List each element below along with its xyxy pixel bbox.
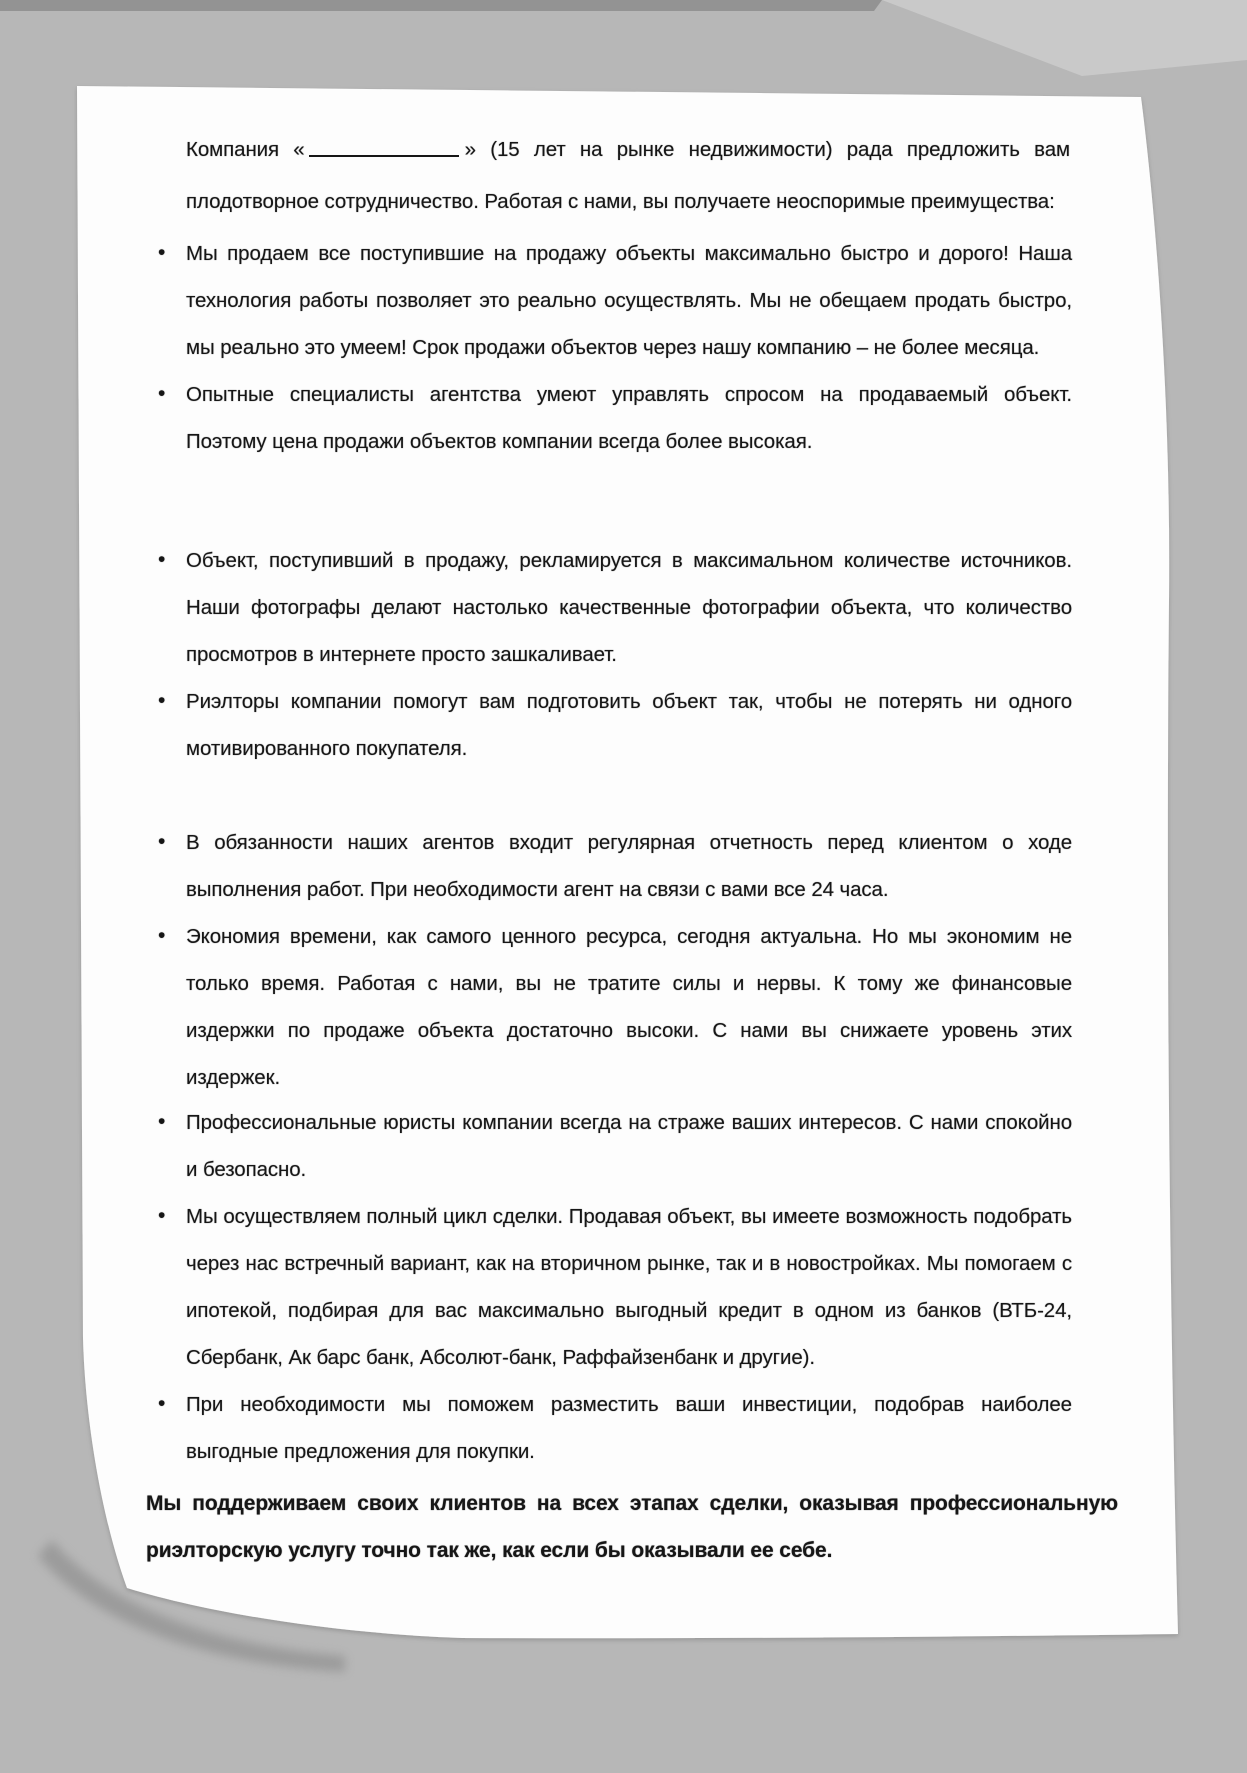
bullet-icon: • xyxy=(158,241,166,264)
bullet-item xyxy=(158,1099,1072,1193)
bullet-item xyxy=(158,1381,1072,1475)
closing-paragraph: Мы поддерживаем своих клиентов на всех этапах сделки, оказывая профессиональную риэлторскую услугу точно так же, как если бы оказывали ее себе. xyxy=(146,1492,1118,1562)
bullet-item xyxy=(158,819,1072,913)
bullet-text: Мы осуществляем полный цикл сделки. Продавая объект, вы имеете возможность подобрать через нас встречный вариант, как на вторичном рынке, так и в новостройках. Мы помогаем с ипотекой, подбирая для вас максимально выгодный кредит в одном из банков (ВТБ-24, Сбербанк, Ак барс банк, Абсолют-банк, Раффайзенбанк и другие). xyxy=(186,1205,1072,1369)
bullet-text: В обязанности наших агентов входит регулярная отчетность перед клиентом о ходе выполнения работ. При необходимости агент на связи с вами все 24 часа. xyxy=(186,831,1072,901)
bullet-item xyxy=(158,230,1072,371)
intro-prefix: Компания « xyxy=(186,137,305,161)
bullet-icon: • xyxy=(158,382,166,405)
bullet-icon: • xyxy=(158,1204,166,1227)
bullet-group xyxy=(158,1099,1072,1475)
company-name-blank xyxy=(309,141,459,157)
intro-suffix: » (15 лет на рынке недвижимости) рада предложить вам плодотворное сотрудничество. Работая с нами, вы получаете неоспоримые преимущества: xyxy=(186,137,1070,213)
bullet-icon: • xyxy=(158,1392,166,1415)
bullet-item xyxy=(158,1193,1072,1381)
bullet-text: Риэлторы компании помогут вам подготовить объект так, чтобы не потерять ни одного мотивированного покупателя. xyxy=(186,690,1072,760)
bullet-icon: • xyxy=(158,830,166,853)
bullet-text: При необходимости мы поможем разместить ваши инвестиции, подобрав наиболее выгодные предложения для покупки. xyxy=(186,1393,1072,1463)
bullet-text: Профессиональные юристы компании всегда на страже ваших интересов. С нами спокойно и безопасно. xyxy=(186,1111,1072,1181)
bullet-text: Мы продаем все поступившие на продажу объекты максимально быстро и дорого! Наша технология работы позволяет это реально осуществлять. Мы не обещаем продать быстро, мы реально это умеем! Срок продажи объектов через нашу компанию – не более месяца. xyxy=(186,242,1072,359)
bullet-item xyxy=(158,537,1072,678)
bullet-item xyxy=(158,371,1072,465)
bullet-text: Опытные специалисты агентства умеют управлять спросом на продаваемый объект. Поэтому цена продажи объектов компании всегда более высокая. xyxy=(186,383,1072,453)
bullet-group xyxy=(158,537,1072,772)
bullet-item xyxy=(158,678,1072,772)
bullet-icon: • xyxy=(158,924,166,947)
bullet-group xyxy=(158,819,1072,1101)
bullet-item xyxy=(158,913,1072,1101)
bullet-icon: • xyxy=(158,1110,166,1133)
bullet-text: Экономия времени, как самого ценного ресурса, сегодня актуальна. Но мы экономим не только время. Работая с нами, вы не тратите силы и нервы. К тому же финансовые издержки по продаже объекта достаточно высоки. С нами вы снижаете уровень этих издержек. xyxy=(186,925,1072,1089)
bullet-icon: • xyxy=(158,689,166,712)
bullet-text: Объект, поступивший в продажу, рекламируется в максимальном количестве источников. Наши фотографы делают настолько качественные фотографии объекта, что количество просмотров в интернете просто зашкаливает. xyxy=(186,549,1072,666)
bullet-icon: • xyxy=(158,548,166,571)
intro-paragraph xyxy=(186,124,1070,228)
bullet-group xyxy=(158,230,1072,465)
